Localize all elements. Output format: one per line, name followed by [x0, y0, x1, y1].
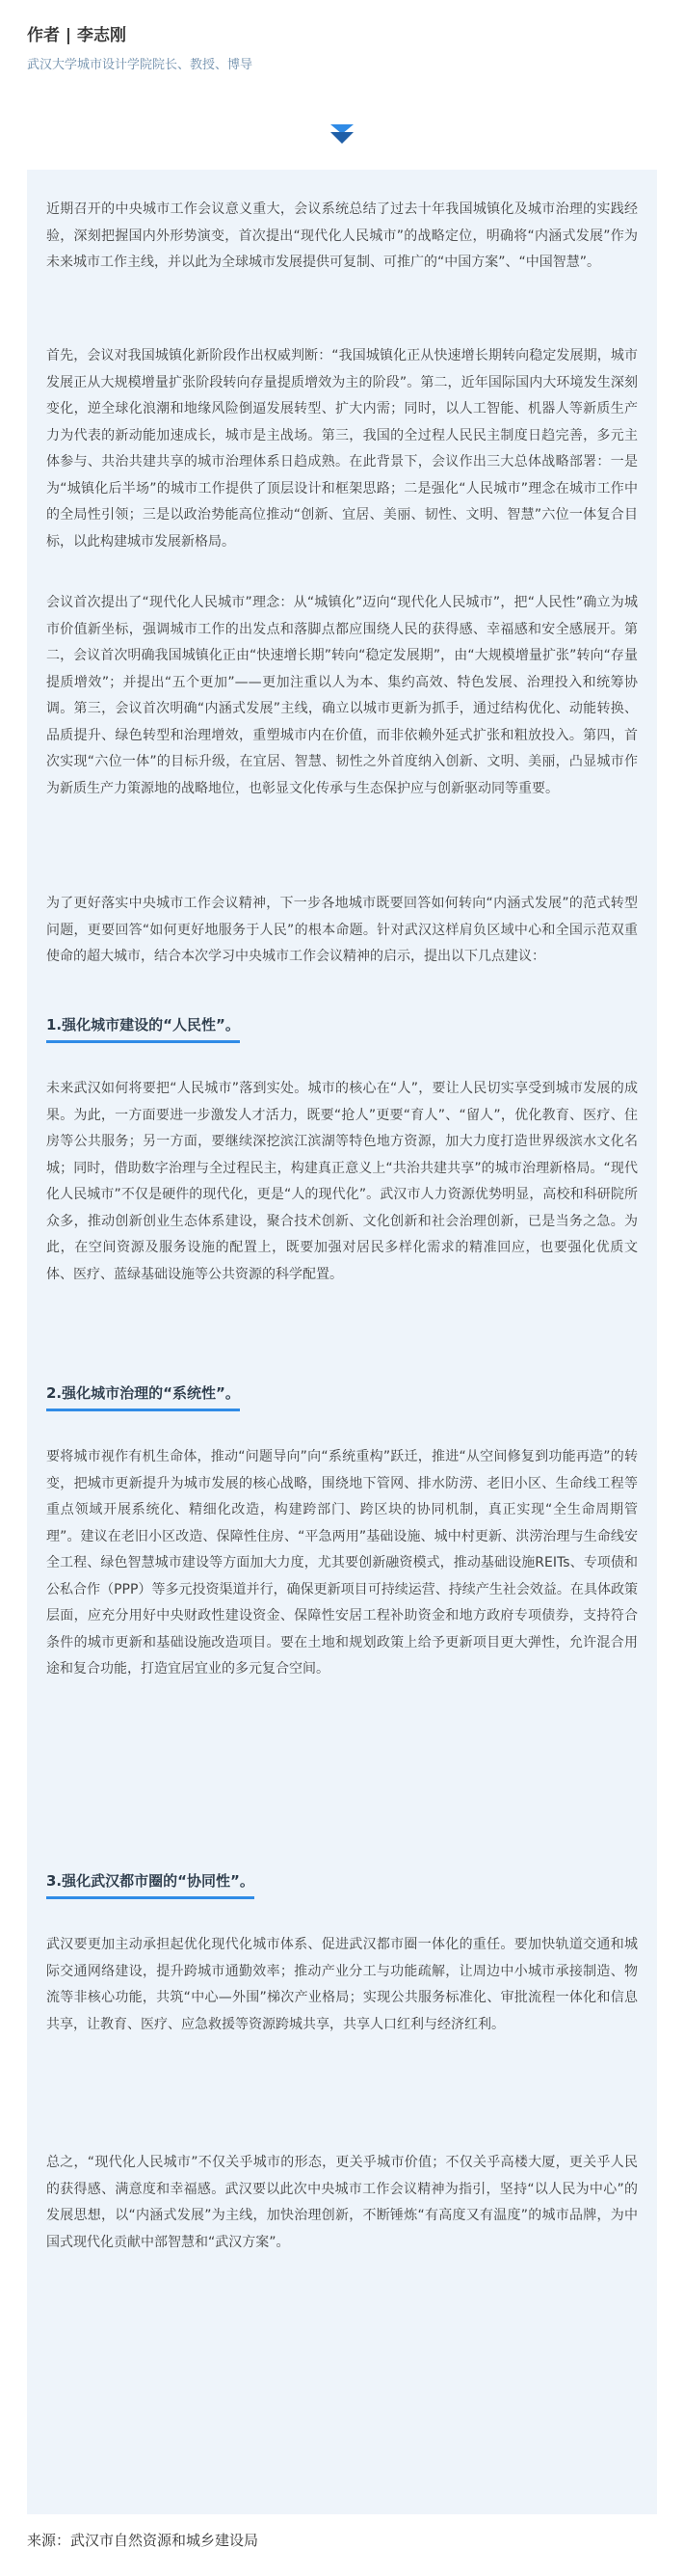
paragraph-intro: 近期召开的中央城市工作会议意义重大，会议系统总结了过去十年我国城镇化及城市治理的实践经验，深刻把握国内外形势演变，首次提出“现代化人民城市”的战略定位，明确将“内涵式发展”作为未来城市工作主线，并以此为全球城市发展提供可复制、可推广的“中国方案”、“中国智慧”。: [46, 201, 638, 270]
author-title: 武汉大学城市设计学院院长、教授、博导: [27, 58, 253, 72]
paragraph-background: 首先，会议对我国城镇化新阶段作出权威判断：“我国城镇化正从快速增长期转向稳定发展期，城市发展正从大规模增量扩张阶段转向存量提质增效为主的阶段”。第二，近年国际国内大环境发生深刻变化，逆全球化浪潮和地缘风险倒逼发展转型、扩大内需；同时，以人工智能、机器人等新质生产力为代表的新动能加速成长，城市是主战场。第三，我国的全过程人民民主制度日趋完善，多元主体参与、共治共建共享的城市治理体系日趋成熟。在此背景下，会议作出三大总体战略部署：一是为“城镇化后半场”的城市工作提供了顶层设计和框架思路；二是强化“人民城市”理念在城市工作中的全局性引领；三是以政治势能高位推动“创新、宜居、美丽、韧性、文明、智慧”六位一体复合目标，以此构建城市发展新格局。: [46, 348, 638, 550]
article-card: [27, 170, 657, 2514]
paragraph-suggestions: 为了更好落实中央城市工作会议精神，下一步各地城市既要回答如何转向“内涵式发展”的范式转型问题，更要回答“如何更好地服务于人民”的根本命题。针对武汉这样肩负区域中心和全国示范双重使命的超大城市，结合本次学习中央城市工作会议精神的启示，提出以下几点建议：: [46, 896, 638, 964]
heading-synergy: 3.强化武汉都市圈的“协同性”。: [46, 1870, 254, 1899]
heading-systematic: 2.强化城市治理的“系统性”。: [46, 1382, 240, 1411]
source-label: 来源：武汉市自然资源和城乡建设局: [27, 2532, 259, 2549]
paragraph-people-oriented: 未来武汉如何将要把“人民城市”落到实处。城市的核心在“人”，要让人民切实享受到城市发展的成果。为此，一方面要进一步激发人才活力，既要“抢人”更要“育人”、“留人”，优化教育、医疗、住房等公共服务；另一方面，要继续深挖滨江滨湖等特色地方资源，加大力度打造世界级滨水文化名城；同时，借助数字治理与全过程民主，构建真正意义上“共治共建共享”的城市治理新格局。“现代化人民城市”不仅是硬件的现代化，更是“人的现代化”。武汉市人力资源优势明显，高校和科研院所众多，推动创新创业生态体系建设，聚合技术创新、文化创新和社会治理创新，已是当务之急。为此，在空间资源及服务设施的配置上，既要加强对居民多样化需求的精准回应，也要强化优质文体、医疗、蓝绿基础设施等公共资源的科学配置。: [46, 1081, 638, 1282]
paragraph-systematic: 要将城市视作有机生命体，推动“问题导向”向“系统重构”跃迁，推进“从空间修复到功能再造”的转变，把城市更新提升为城市发展的核心战略，围绕地下管网、排水防涝、老旧小区、生命线工程等重点领域开展系统化、精细化改造，构建跨部门、跨区块的协同机制，真正实现“全生命周期管理”。建议在老旧小区改造、保障性住房、“平急两用”基础设施、城中村更新、洪涝治理与生命线安全工程、绿色智慧城市建设等方面加大力度，尤其要创新融资模式，推动基础设施REITs、专项债和公私合作（PPP）等多元投资渠道并行，确保更新项目可持续运营、持续产生社会效益。在具体政策层面，应充分用好中央财政性建设资金、保障性安居工程补助资金和地方政府专项债券，支持符合条件的城市更新和基础设施改造项目。要在土地和规划政策上给予更新项目更大弹性，允许混合用途和复合功能，打造宜居宜业的多元复合空间。: [46, 1449, 638, 1677]
author-block: [0, 0, 684, 96]
author-name: 作者 | 李志刚: [27, 26, 127, 45]
heading-people-oriented: 1.强化城市建设的“人民性”。: [46, 1014, 240, 1043]
paragraph-synergy: 武汉要更加主动承担起优化现代化城市体系、促进武汉都市圈一体化的重任。要加快轨道交通和城际交通网络建设，提升跨城市通勤效率；推动产业分工与功能疏解，让周边中小城市承接制造、物流等非核心功能，共筑“中心—外围”梯次产业格局；实现公共服务标准化、审批流程一体化和信息共享，让教育、医疗、应急救援等资源跨城共享，共享人口红利与经济红利。: [46, 1937, 638, 2032]
double-chevron-down-icon: [328, 120, 356, 148]
paragraph-conclusion: 总之，“现代化人民城市”不仅关乎城市的形态，更关乎城市价值；不仅关乎高楼大厦，更关乎人民的获得感、满意度和幸福感。武汉要以此次中央城市工作会议精神为指引，坚持“以人民为中心”的发展思想，以“内涵式发展”为主线，加快治理创新，不断锤炼“有高度又有温度”的城市品牌，为中国式现代化贡献中部智慧和“武汉方案”。: [46, 2155, 638, 2250]
paragraph-innovations: 会议首次提出了“现代化人民城市”理念：从“城镇化”迈向“现代化人民城市”，把“人民性”确立为城市价值新坐标，强调城市工作的出发点和落脚点都应围绕人民的获得感、幸福感和安全感展开。第二，会议首次明确我国城镇化正由“快速增长期”转向“稳定发展期”，由“大规模增量扩张”转向“存量提质增效”；并提出“五个更加”——更加注重以人为本、集约高效、特色发展、治理投入和统筹协调。第三，会议首次明确“内涵式发展”主线，确立以城市更新为抓手，通过结构优化、动能转换、品质提升、绿色转型和治理增效，重塑城市内在价值，而非依赖外延式扩张和粗放投入。第四，首次实现“六位一体”的目标升级，在宜居、智慧、韧性之外首度纳入创新、文明、美丽，凸显城市作为新质生产力策源地的战略地位，也彰显文化传承与生态保护应与创新驱动同等重要。: [46, 595, 638, 796]
